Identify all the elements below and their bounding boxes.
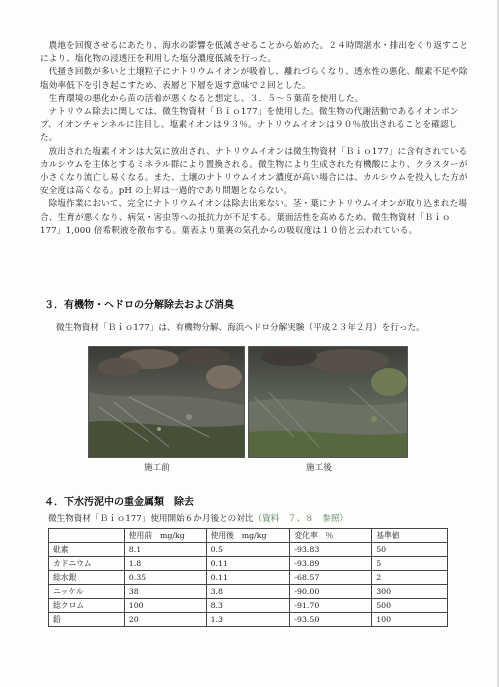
table-cell: 砒素 (49, 543, 125, 557)
paragraph-4: ナトリウム除去に関しては、微生物資材「Ｂｉｏ177」を使用した。微生物の代謝活動であるイオンポンプ、イオンチャンネルに注目し、塩素イオンは９３％。ナトリウムイオンは９０％放出されることを確認した。 (40, 107, 459, 144)
table-cell: -93.50 (290, 613, 372, 627)
table-cell: 1.8 (124, 557, 206, 571)
table-header-cell (49, 529, 125, 543)
table-row (49, 543, 448, 557)
table-cell: 2 (372, 571, 448, 585)
section-4-reference: （資料 ７、８ 参照） (253, 514, 349, 524)
table-cell: 0.11 (206, 571, 290, 585)
section-3-text: 微生物資材「Ｂｉｏ177」は、有機物分解、海浜ヘドロ分解実験（平成２３年２月）を行った。 (56, 323, 425, 333)
table-row (49, 613, 448, 627)
section-3-heading: ３．有機物・ヘドロの分解除去および消臭 (44, 300, 234, 311)
table-cell: 0.35 (124, 571, 206, 585)
table-cell: 500 (372, 599, 448, 613)
table-cell: 1.3 (206, 613, 290, 627)
section-4-text-main: 微生物資材「Ｂｉｏ177」使用開始６か月後との対比 (48, 514, 254, 524)
table-cell: -93.83 (290, 543, 372, 557)
table-cell: 20 (124, 613, 206, 627)
paragraph-3: 生育環境の悪化から苗の活着が悪くなると想定し、３．５～５葉苗を使用した。 (48, 93, 364, 104)
table-cell: 8.3 (206, 599, 290, 613)
photo-after-image (249, 347, 407, 457)
section-4-text (48, 512, 348, 524)
table-cell: 50 (372, 543, 448, 557)
table-header-row (49, 529, 448, 543)
table-row (49, 571, 448, 585)
table-row (49, 599, 448, 613)
table-row (49, 585, 448, 599)
table-cell: 100 (372, 613, 448, 627)
table-header-cell: 変化率 ％ (290, 529, 372, 543)
table-cell: -91.70 (290, 599, 372, 613)
table-cell: 5 (372, 557, 448, 571)
photo-before (88, 346, 245, 458)
caption-after: 施工後 (306, 463, 332, 473)
table-cell: 38 (124, 585, 206, 599)
table-cell: 300 (372, 585, 448, 599)
table-cell: 3.8 (206, 585, 290, 599)
table-cell: 総水銀 (49, 571, 125, 585)
table-cell: 鉛 (49, 613, 125, 627)
table-cell: 0.5 (206, 543, 290, 557)
table-cell: -93.89 (290, 557, 372, 571)
heavy-metals-table (48, 528, 448, 627)
table-header-cell: 基準値 (372, 529, 448, 543)
intro-body-text (40, 40, 470, 238)
table-cell: -68.57 (290, 571, 372, 585)
table-header-cell: 使用前 mg/kg (124, 529, 206, 543)
caption-before: 施工前 (144, 463, 170, 473)
table-cell: ニッケル (49, 585, 125, 599)
section-4-heading: ４．下水汚泥中の重金属類 除去 (44, 497, 194, 508)
table-row (49, 557, 448, 571)
table-cell: 8.1 (124, 543, 206, 557)
table-cell: カドニウム (49, 557, 125, 571)
paragraph-2: 代掻き回数が多いと土壌粒子にナトリウムイオンが吸着し、離れづらくなり、透水性の悪化、酸素不足や除塩効率低下を引き起こすため、表層と下層を返す意味で２回とした。 (40, 67, 468, 91)
photo-after (248, 346, 408, 458)
paragraph-5: 放出された塩素イオンは大気に放出され、ナトリウムイオンは微生物資材「Ｂｉｏ177」に含有されているカルシウムを主体とするミネラル群により置換される。微生物により生成された有機酸により、クラスターが小さくなり流亡し易くなる。また、土壌のナトリウムイオン濃度が高い場合には、カルシウムを投入した方が安全度は高くなる。pH の上昇は一過的であり問題とならない。 (40, 146, 468, 197)
table-cell: 100 (124, 599, 206, 613)
table-header-cell: 使用後 mg/kg (206, 529, 290, 543)
table-cell: 総クロム (49, 599, 125, 613)
photo-before-image (89, 347, 244, 457)
paragraph-1: 農地を回復させるにあたり、海水の影響を低減させることから始めた。２４時間湛水・排出をくり返すことにより、塩化物の浸透圧を利用した塩分濃度低減を行った。 (40, 41, 469, 65)
paragraph-6: 除塩作業において、完全にナトリウムイオンは除去出来ない。茎・葉にナトリウムイオンが取り込まれた場合、生育が悪くなり、病気・害虫等への抵抗力が不足する。葉面活性を高めるため、微生物資材「Ｂｉｏ177」1,000 倍希釈液を散布する。葉表より葉裏の気孔からの吸収度は１０倍と云われている。 (40, 199, 468, 236)
table-cell: -90.00 (290, 585, 372, 599)
table-cell: 0.11 (206, 557, 290, 571)
